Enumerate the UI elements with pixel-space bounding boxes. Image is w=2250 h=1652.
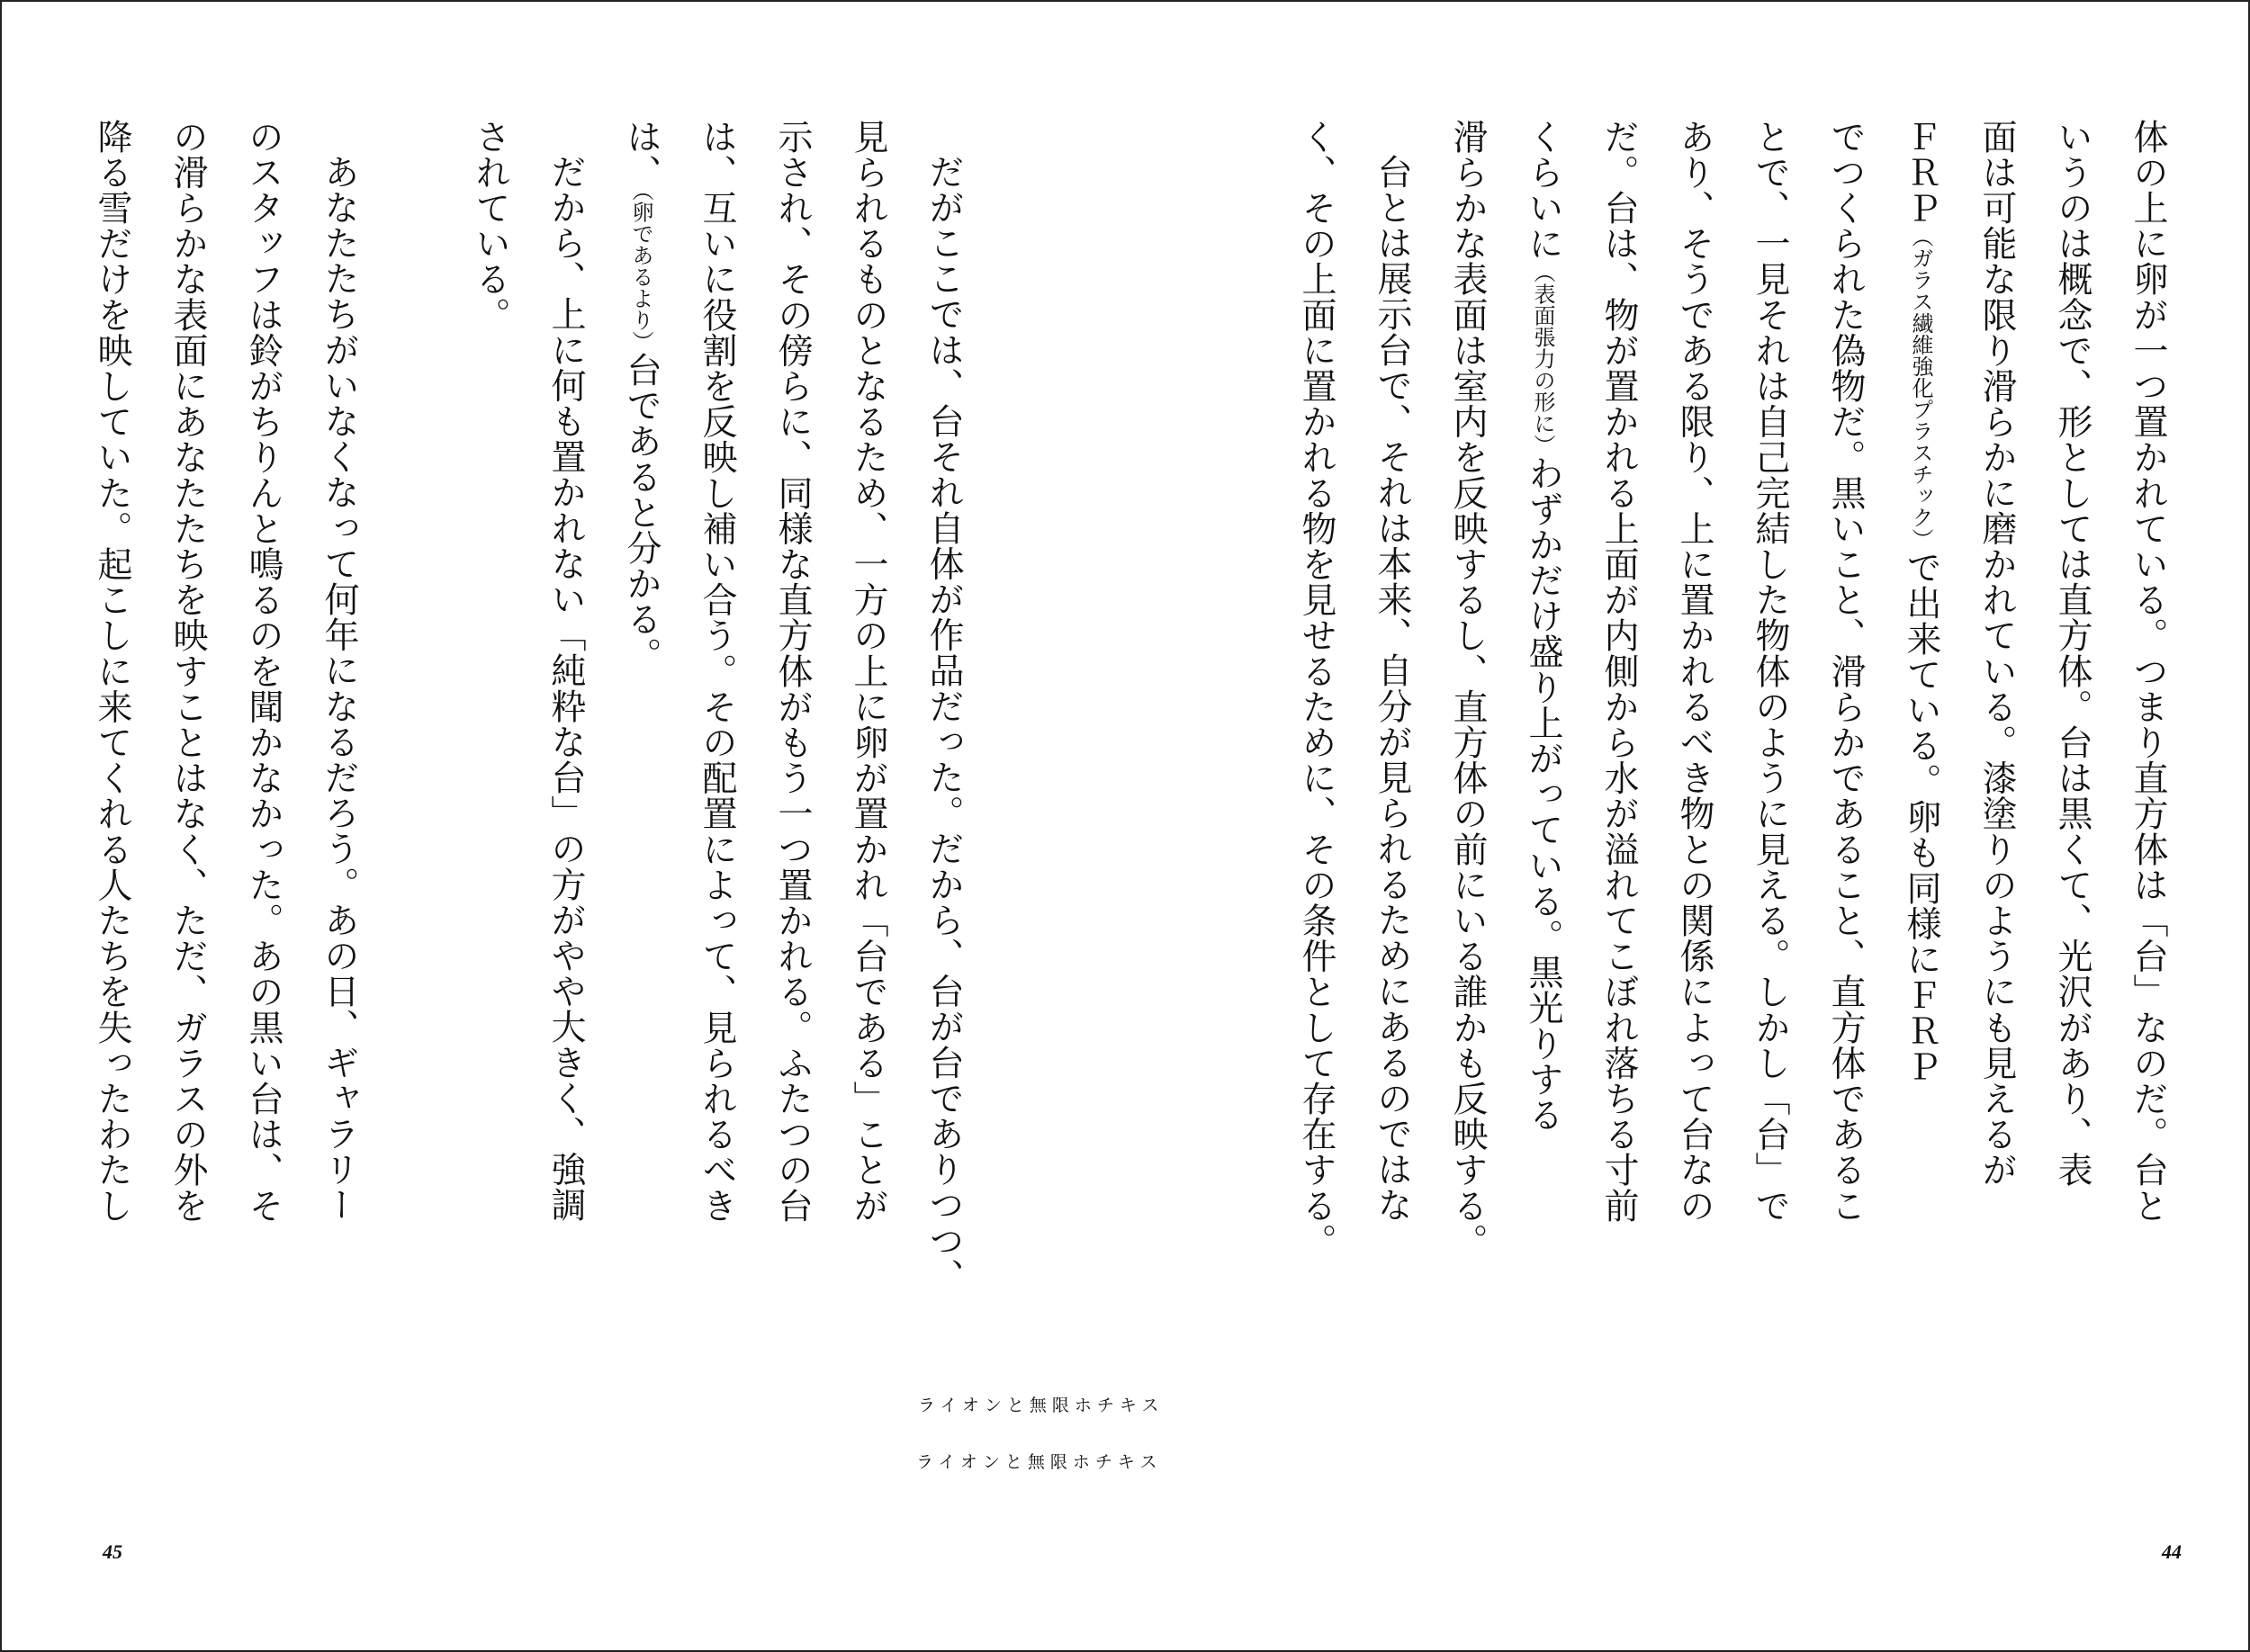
text-column: されている。 [470, 119, 510, 333]
text-column: 体の上に卵が一つ置かれている。つまり直方体は「台」なのだ。台と [2128, 119, 2168, 1224]
paragraph-break [376, 119, 452, 128]
text-column: あなたたちがいなくなって何年になるだろう。あの日、ギャラリー [319, 154, 359, 1223]
left-page-body-text [74, 119, 981, 1294]
text-column: 滑らかな表面は室内を反映するし、直方体の前にいる誰かも反映する。 [1447, 119, 1488, 1260]
text-column: のスタッフは鈴がちりんと鳴るのを聞かなかった。あの黒い台は、そ [243, 119, 284, 1224]
text-column: は、互いに役割を反映し補い合う。その配置によって、見られるべき [697, 119, 737, 1224]
text-column: だがここでは、台それ自体が作品だった。だから、台が台でありつつ、 [923, 154, 964, 1295]
text-column: だ。台は、物が置かれる上面が内側から水が溢れてこぼれ落ちる寸前 [1598, 119, 1639, 1224]
running-head: ライオンと無限ホチキス [916, 1452, 1163, 1472]
left-page [2, 2, 1165, 1650]
text-column: 面は可能な限り滑らかに磨かれている。漆塗りのようにも見えるが [1976, 119, 2017, 1188]
text-column: ＦＲＰ（ガラス繊維強化プラスチック）で出来ている。卵も同様にＦＲＰ [1901, 119, 1941, 1084]
text-column: くらいに（表面張力の形に）わずかだけ盛り上がっている。黒光りする [1523, 119, 1563, 1133]
text-column: は、（卵であるより）台であると分かる。 [621, 119, 662, 673]
text-column: く、その上面に置かれる物を見せるために、その条件として存在する。 [1296, 119, 1336, 1260]
text-column: とで、一見それは自己完結した物体のように見える。しかし「台」で [1750, 119, 1790, 1224]
text-column: 見られるものとなるため、一方の上に卵が置かれ「台である」ことが [848, 119, 888, 1224]
text-column: 台とは展示台で、それは本来、自分が見られるためにあるのではな [1372, 154, 1412, 1223]
text-column: でつくられた偽物だ。黒いこと、滑らかであること、直方体であるこ [1825, 119, 1866, 1224]
text-column: 降る雪だけを映していた。起こしに来てくれる人たちを失ったわたし [92, 119, 132, 1224]
text-column: いうのは概念で、形としては直方体。台は黒くて、光沢があり、表 [2052, 119, 2092, 1188]
page-number: 44 [2162, 1540, 2182, 1563]
text-column: 示され、その傍らに、同様な直方体がもう一つ置かれる。ふたつの台 [772, 119, 813, 1224]
text-column: あり、そうである限り、上に置かれるべき物との関係によって台なの [1674, 119, 1714, 1224]
text-column: の滑らかな表面にあなたたちを映すことはなく、ただ、ガラスの外を [167, 119, 208, 1224]
page-number: 45 [103, 1540, 122, 1563]
right-page-body-text [1278, 119, 2185, 1259]
text-column: だから、上に何も置かれない「純粋な台」の方がやや大きく、強調 [545, 154, 586, 1223]
running-head: ライオンと無限ホチキス [918, 1396, 1165, 1415]
